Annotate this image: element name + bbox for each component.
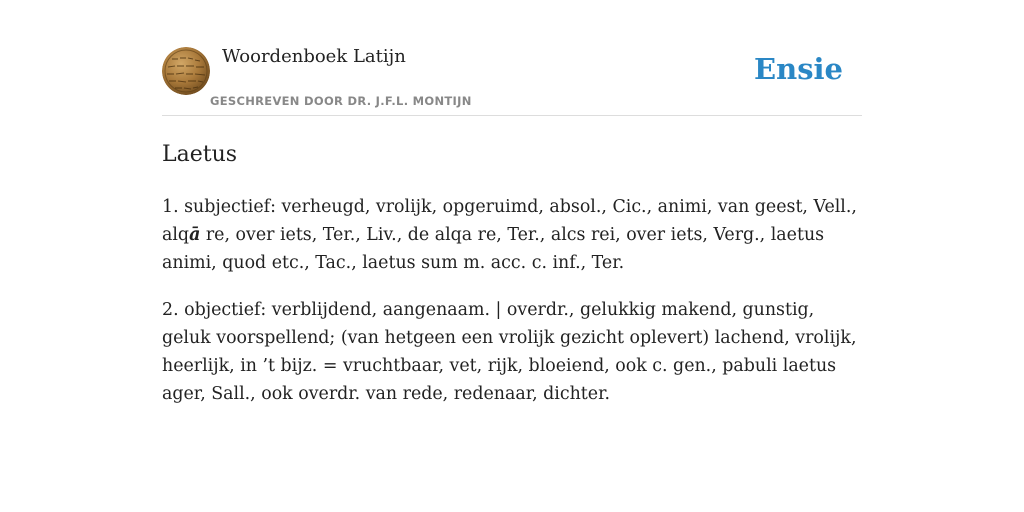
definition-1-text-cont: re, over iets, Ter., Liv., de alqa re, Ter., alcs rei, over iets, Verg., laetus animi, quod etc., Tac., laetus sum m. acc. c. inf., Ter. — [162, 225, 825, 273]
definition-1 — [162, 193, 862, 277]
definitions — [162, 193, 862, 427]
dictionary-title[interactable]: Woordenboek Latijn — [222, 46, 406, 67]
header — [162, 0, 862, 116]
page — [162, 0, 862, 404]
entry-title: Laetus — [162, 142, 238, 167]
ancient-coin-icon — [162, 47, 210, 95]
definition-2: 2. objectief: verblijdend, aangenaam. | overdr., gelukkig makend, gunstig, geluk voorspellend; (van hetgeen een vrolijk gezicht oplevert) lachend, vrolijk, heerlijk, in ’t bijz. = vruchtbaar, vet, rijk, bloeiend, ook c. gen., pabuli laetus ager, Sall., ook overdr. van rede, redenaar, dichter. — [162, 300, 857, 404]
definition-1-emphasis: ā — [189, 225, 201, 245]
ensie-logo-link[interactable]: Ensie — [754, 52, 843, 86]
author-byline: GESCHREVEN DOOR DR. J.F.L. MONTIJN — [210, 94, 472, 108]
definition-1-text: 1. subjectief: verheugd, vrolijk, opgeruimd, absol., Cic., animi, van geest, Vell., alq — [162, 197, 857, 245]
